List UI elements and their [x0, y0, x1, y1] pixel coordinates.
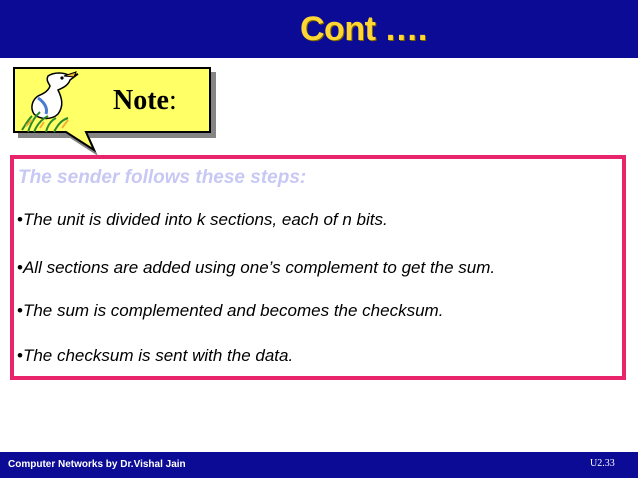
bullet-text: The unit is divided into k sections, each of n bits.	[22, 210, 388, 229]
note-label	[113, 85, 177, 117]
note-colon: :	[168, 85, 177, 116]
slide-title: Cont ….	[300, 10, 427, 48]
bullet-dot: •	[17, 210, 23, 229]
bullet-dot: •	[17, 346, 23, 365]
bullet-text: The checksum is sent with the data.	[22, 346, 294, 365]
bullet-text: The sum is complemented and becomes the checksum.	[22, 301, 444, 320]
footer-slide-number: U2.33	[590, 458, 615, 469]
bullet-item	[17, 258, 495, 278]
bullet-item	[17, 301, 443, 321]
bullet-dot: •	[17, 301, 23, 320]
footer-author: Computer Networks by Dr.Vishal Jain	[8, 459, 186, 470]
heron-icon	[18, 68, 80, 134]
bullet-item	[17, 210, 388, 230]
bullet-item	[17, 346, 293, 366]
subheading: The sender follows these steps:	[18, 167, 307, 188]
note-word: Note	[113, 85, 169, 116]
bullet-dot: •	[17, 258, 23, 277]
bullet-text: All sections are added using one’s complement to get the sum.	[22, 258, 496, 277]
